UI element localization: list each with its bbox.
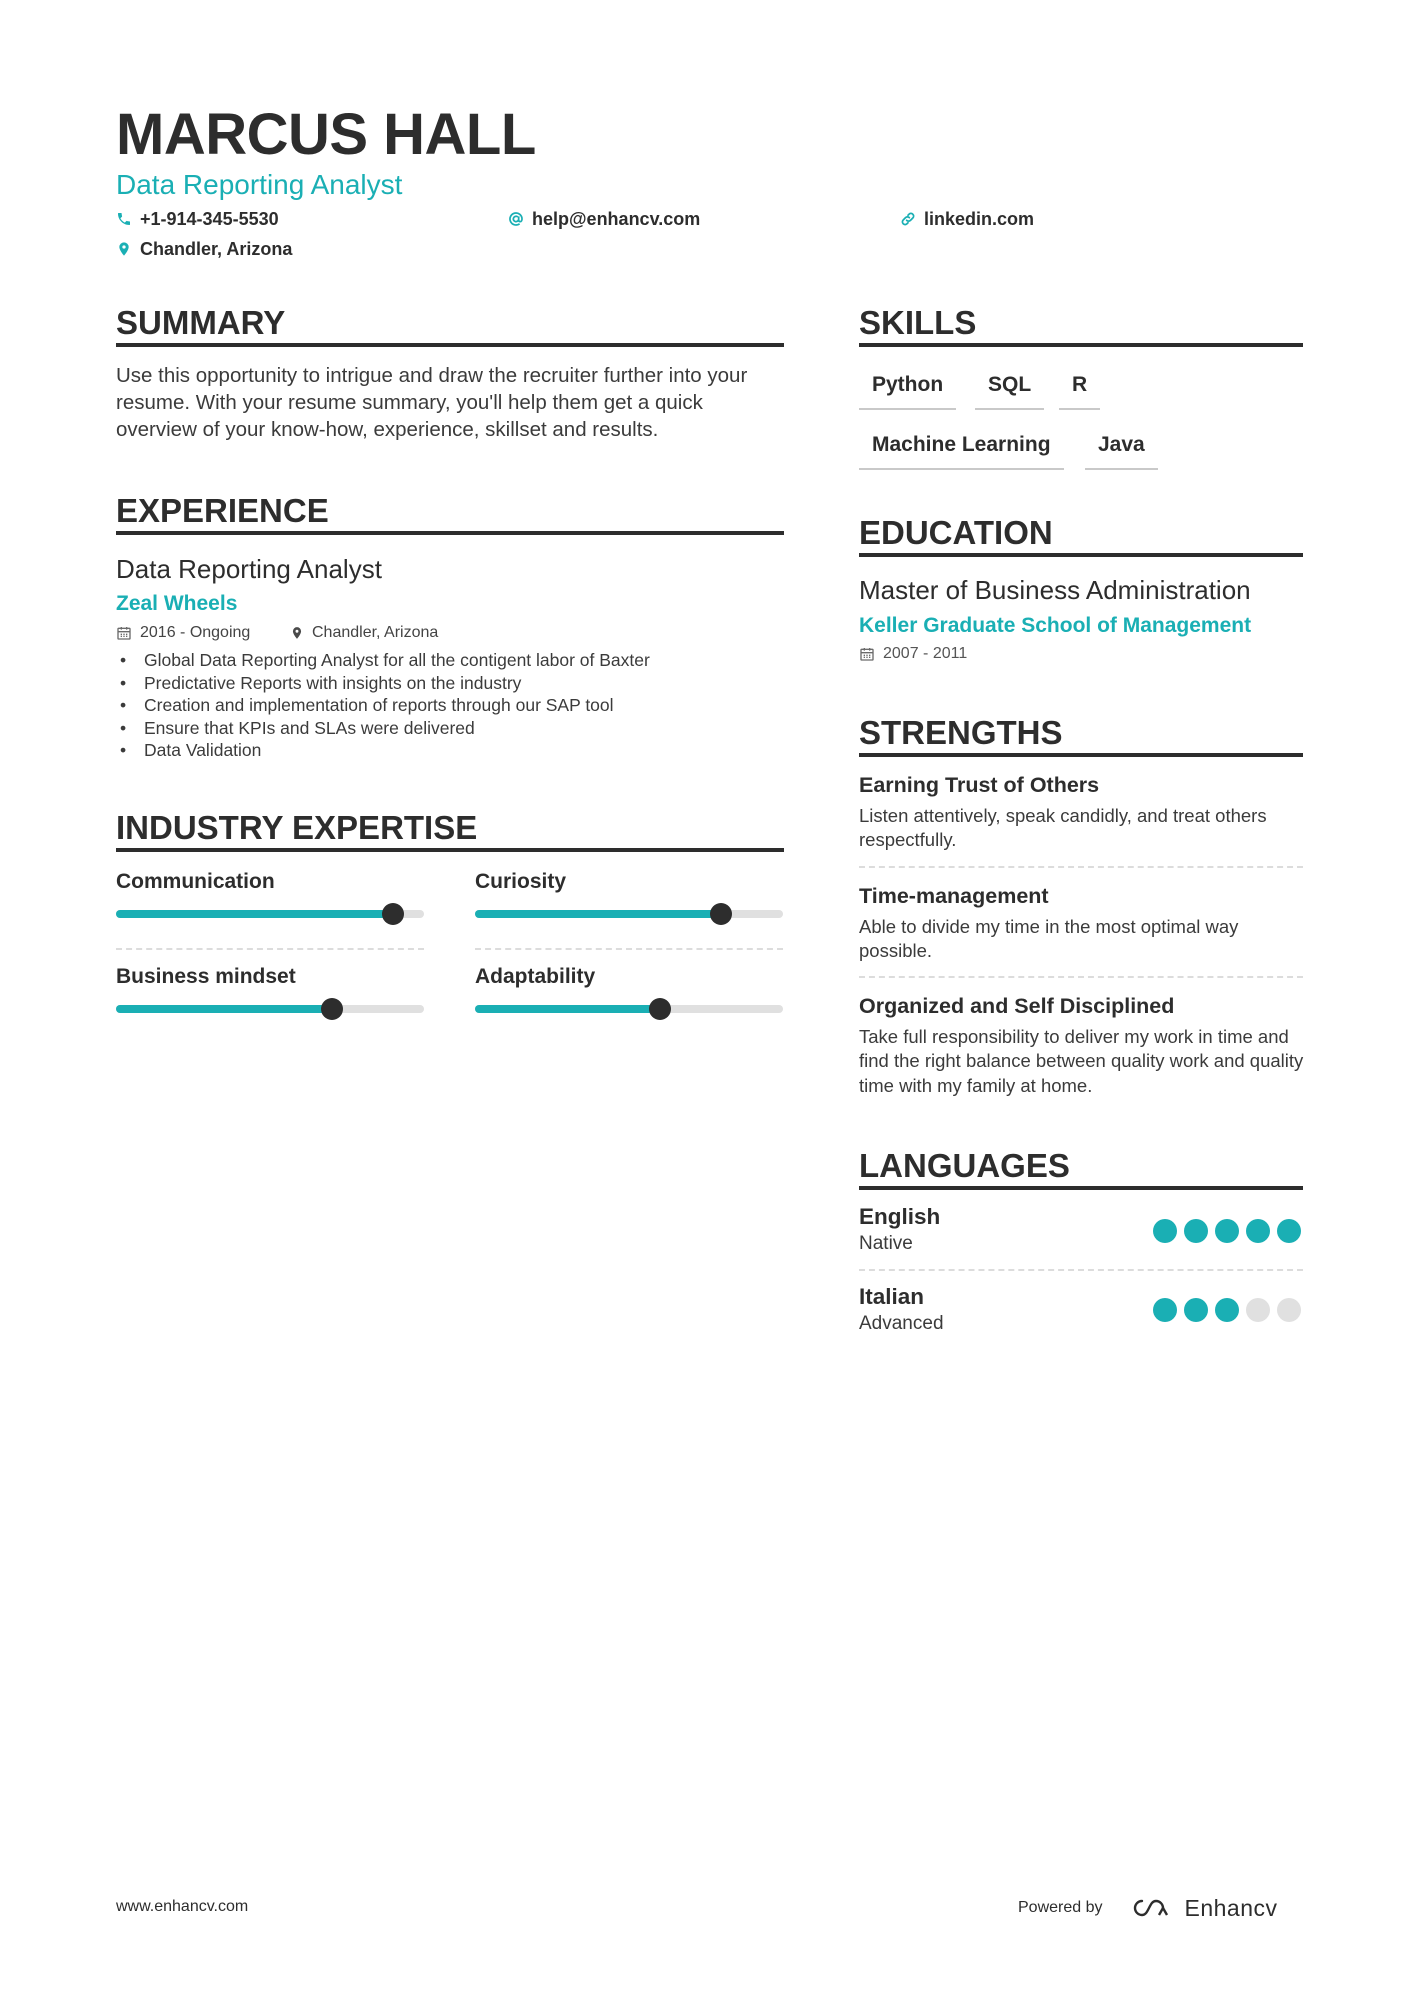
languages-rule: [859, 1186, 1303, 1190]
strength-description: Able to divide my time in the most optimal way possible.: [859, 916, 1239, 962]
email-text: help@enhancv.com: [532, 209, 701, 229]
expertise-label: Curiosity: [475, 870, 567, 893]
language-level: Native: [859, 1233, 913, 1254]
education-heading: EDUCATION: [859, 514, 1053, 551]
candidate-role: Data Reporting Analyst: [116, 169, 403, 200]
expertise-bar-fill: [116, 1005, 332, 1013]
strength-description: Take full responsibility to deliver my work in time and find the right balance between quality work and quality time with my family at home.: [859, 1026, 1304, 1096]
expertise-bar: [116, 1005, 424, 1013]
education-rule: [859, 553, 1303, 557]
skill-tag: Machine Learning: [859, 432, 1064, 470]
calendar-icon: [116, 625, 132, 641]
summary-rule: [116, 343, 784, 347]
job-bullet: • Predictative Reports with insights on the industry: [116, 672, 796, 695]
brand-logo[interactable]: [1129, 1894, 1278, 1922]
strength-title: Earning Trust of Others: [859, 773, 1100, 797]
rating-dot-filled: [1215, 1298, 1239, 1322]
experience-heading: EXPERIENCE: [116, 492, 329, 529]
language-divider: [859, 1269, 1303, 1271]
expertise-bar-knob: [649, 998, 671, 1020]
calendar-icon: [859, 646, 875, 662]
rating-dot-filled: [1277, 1219, 1301, 1243]
language-level: Advanced: [859, 1313, 944, 1334]
skill-tag: SQL: [975, 372, 1044, 410]
rating-dot-filled: [1153, 1219, 1177, 1243]
phone-icon: [116, 211, 132, 227]
link-icon: [900, 211, 916, 227]
skill-tag: R: [1059, 372, 1100, 410]
language-rating: [1153, 1219, 1301, 1243]
summary-text: Use this opportunity to intrigue and draw the recruiter further into your resume. With your resume summary, you'll help them get a quick overview of your know-how, experience, skillset and results.: [116, 364, 748, 441]
contact-linkedin[interactable]: [900, 208, 1034, 230]
job-title: Data Reporting Analyst: [116, 554, 382, 584]
strength-divider: [859, 866, 1303, 868]
strengths-rule: [859, 753, 1303, 757]
location-text: Chandler, Arizona: [140, 239, 293, 259]
expertise-label: Communication: [116, 870, 275, 893]
job-bullet: • Data Validation: [116, 739, 796, 762]
powered-by-text: Powered by: [1018, 1899, 1103, 1916]
job-dates-text: 2016 - Ongoing: [140, 624, 251, 641]
rating-dot-filled: [1215, 1219, 1239, 1243]
skills-rule: [859, 343, 1303, 347]
at-icon: [508, 211, 524, 227]
language-rating: [1153, 1298, 1301, 1322]
strength-divider: [859, 976, 1303, 978]
rating-dot-filled: [1184, 1298, 1208, 1322]
expertise-bar-fill: [116, 910, 393, 918]
job-location-text: Chandler, Arizona: [312, 624, 439, 641]
map-pin-icon: [290, 625, 304, 641]
company-name[interactable]: Zeal Wheels: [116, 592, 238, 615]
expertise-bar-fill: [475, 910, 721, 918]
expertise-bar: [475, 1005, 783, 1013]
language-name: English: [859, 1204, 941, 1229]
expertise-bar-knob: [710, 903, 732, 925]
expertise-bar: [475, 910, 783, 918]
phone-text: +1-914-345-5530: [140, 209, 279, 229]
education-dates-text: 2007 - 2011: [883, 645, 968, 662]
expertise-label: Adaptability: [475, 965, 596, 988]
brand-name: Enhancv: [1184, 1895, 1278, 1921]
contact-email[interactable]: [508, 208, 700, 230]
linkedin-text: linkedin.com: [924, 209, 1035, 229]
strengths-heading: STRENGTHS: [859, 714, 1063, 751]
footer-website[interactable]: www.enhancv.com: [116, 1898, 249, 1915]
languages-heading: LANGUAGES: [859, 1147, 1070, 1184]
expertise-bar-knob: [321, 998, 343, 1020]
job-location: [290, 623, 438, 643]
strength-title: Time-management: [859, 884, 1049, 908]
job-bullets: [116, 649, 796, 762]
expertise-bar-knob: [382, 903, 404, 925]
skills-heading: SKILLS: [859, 304, 977, 341]
industry-expertise-rule: [116, 848, 784, 852]
footer-branding: [1018, 1894, 1278, 1922]
enhancv-logo-icon: [1129, 1896, 1175, 1920]
contact-location: [116, 238, 292, 260]
job-bullet: • Global Data Reporting Analyst for all the contigent labor of Baxter: [116, 649, 796, 672]
job-bullet: • Creation and implementation of reports through our SAP tool: [116, 694, 796, 717]
expertise-divider: [116, 948, 424, 950]
language-name: Italian: [859, 1284, 925, 1309]
expertise-label: Business mindset: [116, 965, 296, 988]
experience-rule: [116, 531, 784, 535]
skill-tag: Python: [859, 372, 956, 410]
strength-description: Listen attentively, speak candidly, and treat others respectfully.: [859, 805, 1267, 851]
summary-heading: SUMMARY: [116, 304, 286, 341]
contact-phone[interactable]: [116, 208, 279, 230]
rating-dot-empty: [1277, 1298, 1301, 1322]
school-name[interactable]: Keller Graduate School of Management: [859, 614, 1252, 637]
rating-dot-filled: [1184, 1219, 1208, 1243]
strength-title: Organized and Self Disciplined: [859, 994, 1175, 1018]
rating-dot-empty: [1246, 1298, 1270, 1322]
expertise-bar-fill: [475, 1005, 660, 1013]
education-dates: [859, 644, 967, 664]
rating-dot-filled: [1246, 1219, 1270, 1243]
map-pin-icon: [116, 241, 132, 257]
expertise-divider: [475, 948, 783, 950]
expertise-bar: [116, 910, 424, 918]
industry-expertise-heading: INDUSTRY EXPERTISE: [116, 809, 478, 846]
candidate-name: MARCUS HALL: [116, 102, 536, 167]
rating-dot-filled: [1153, 1298, 1177, 1322]
job-dates: [116, 623, 250, 643]
job-bullet: • Ensure that KPIs and SLAs were delivered: [116, 717, 796, 740]
degree-title: Master of Business Administration: [859, 575, 1251, 605]
skill-tag: Java: [1085, 432, 1158, 470]
